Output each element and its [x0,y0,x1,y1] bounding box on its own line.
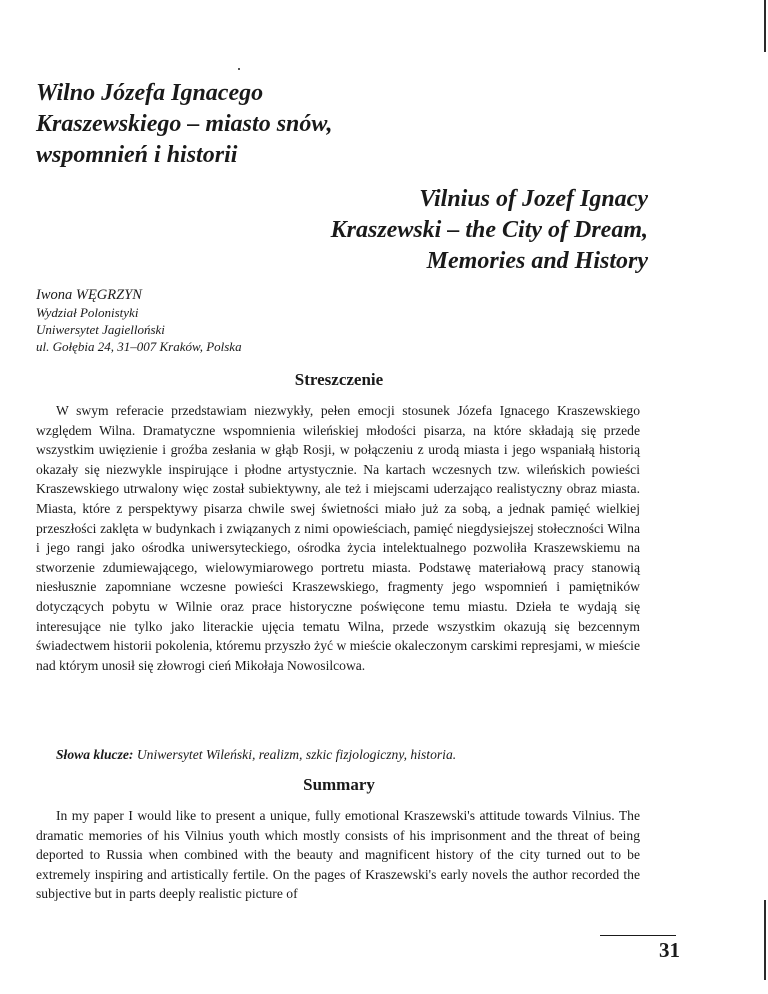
streszczenie-heading: Streszczenie [294,370,384,389]
scan-edge-mark-bottom [764,900,766,980]
title-english-line-2: Kraszewski – the City of Dream, [330,217,648,243]
keywords-text: Uniwersytet Wileński, realizm, szkic fizjologiczny, historia. [136,747,457,762]
summary-body: In my paper I would like to present a unique, fully emotional Kraszewski's attitude towards Vilnius. The dramatic memories of his Vilnius youth which mostly consists of his imprisonment and the threat of being deported to Russia when combined with the beauty and magnificent history of the city turned out to be extremely inspiring and artistically fertile. On the pages of Kraszewski's early novels the author recorded the subjective but in parts deeply realistic picture of [36,808,640,902]
keywords-line [56,745,656,764]
page-number: 31 [659,938,680,962]
scan-edge-mark-top [764,0,766,52]
title-english-line-1: Vilnius of Jozef Ignacy [419,186,648,212]
title-polish-line-3: wspomnień i historii [36,142,238,168]
streszczenie-body: W swym referacie przedstawiam niezwykły, pełen emocji stosunek Józefa Ignacego Kraszewskiego względem Wilna. Dramatyczne wspomnienia wileńskiej młodości pisarza, na które składają się przede wszystkim uwięzienie i groźba zesłania w głąb Rosji, w połączeniu z urodą miasta i jego wspaniałą historią okazały się niezwykle inspirujące i płodne artystycznie. Na kartach wczesnych tzw. wileńskich powieści Kraszewskiego utrwalony więc został subiektywny, ale też i miejscami uderzająco realistyczny obraz miasta. Miasta, które z perspektywy pisarza chwile swej świetności miało już za sobą, a jednak pamięć wielkiej przeszłości zaklęta w budynkach i związanych z nimi opowieściach, pamięć niegdysiejszej stołeczności Wilna i jego rangi jako ośrodka uniwersyteckiego, ośrodka życia intelektualnego pozwoliła Kraszewskiemu na stworzenie zdumiewającego, wielowymiarowego portretu miasta. Podstawę materiałową pracy stanowią niesłusznie zapomniane wczesne powieści Kraszewskiego, fragmenty jego wspomnień i pamiętników dotyczących pobytu w Wilnie oraz prace historyczne poświęcone temu miastu. Dzieła te wydają się interesujące nie tylko jako literackie ujęcia tematu Wilna, przede wszystkim okazują się bezcennym świadectwem historii pokolenia, któremu przyszło żyć w mieście okaleczonym carskimi represjami, w mieście nad którym unosił się złowrogi cień Mikołaja Nowosilcowa. [36,403,640,673]
title-english [188,184,648,277]
author-university: Uniwersytet Jagielloński [36,322,165,337]
keywords-label: Słowa klucze: [56,747,134,762]
author-faculty: Wydział Polonistyki [36,305,139,320]
footer-rule [600,935,676,936]
author-block [36,287,396,355]
title-english-line-3: Memories and History [426,248,648,274]
title-polish-line-1: Wilno Józefa Ignacego [36,80,264,106]
title-polish [36,78,456,171]
author-name: Iwona WĘGRZYN [36,287,142,303]
author-address: ul. Gołębia 24, 31–007 Kraków, Polska [36,339,242,354]
summary-heading: Summary [303,775,375,794]
scan-speck [238,68,240,70]
title-polish-line-2: Kraszewskiego – miasto snów, [36,111,333,137]
